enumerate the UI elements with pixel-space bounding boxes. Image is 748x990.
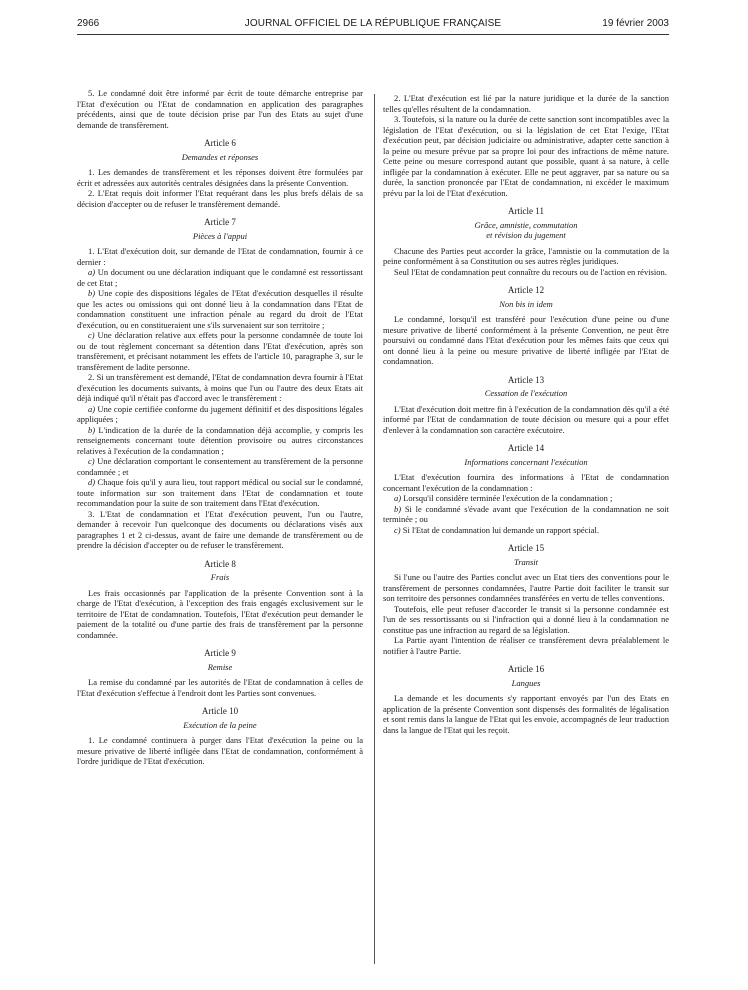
paragraph: La remise du condamné par les autorités de l'Etat de condamnation à celles de l'Etat d'exécution s'effectue à l'endroit dont les Parties sont convenues. [77, 677, 363, 698]
item-text: Une copie certifiée conforme du jugement définitif et des dispositions légales appliquées ; [77, 403, 363, 424]
paragraph: 2. Si un transfèrement est demandé, l'Etat de condamnation devra fournir à l'Etat d'exécution les documents suivants, à moins que l'un ou l'autre des deux Etats ait déjà indiqué qu'il n'était pas d'accord avec le transfèrement : [77, 372, 363, 403]
paragraph: Le condamné, lorsqu'il est transféré pour l'exécution d'une peine ou d'une mesure privative de liberté conformément à la présente Convention, ne peut être poursuivi ou condamné dans l'Etat d'exécution pour les mêmes faits que ceux qui ont donné lieu à la peine ou mesure privative de liberté infligée par l'Etat de condamnation. [383, 314, 669, 366]
paragraph: 2. L'Etat requis doit informer l'Etat requérant dans les plus brefs délais de sa décision d'accepter ou de refuser le transfèrement demandé. [77, 188, 363, 209]
article-6-title: Article 6 [204, 138, 236, 148]
article-7-title: Article 7 [204, 217, 236, 227]
article-16-title: Article 16 [507, 664, 545, 674]
item-text: Chaque fois qu'il y aura lieu, tout rapport médical ou social sur le condamné, toute information sur son traitement dans l'Etat de condamnation et toute recommandation pour la suite de son traitement dans l'Etat d'exécution. [77, 477, 363, 508]
article-14-title: Article 14 [507, 443, 545, 453]
article-12-subtitle: Non bis in idem [499, 298, 553, 309]
header-rule [77, 34, 669, 35]
article-9-title: Article 9 [204, 648, 236, 658]
paragraph: 5. Le condamné doit être informé par écrit de toute démarche entreprise par l'Etat d'exécution ou l'Etat de condamnation en application des paragraphes précédents, ainsi que de toute décision prise par l'un des Etats au sujet d'une demande de transfèrement. [77, 88, 363, 130]
article-14-subtitle: Informations concernant l'exécution [464, 456, 588, 467]
list-item [77, 456, 363, 477]
list-item [77, 425, 363, 457]
item-text: Si le condamné s'évade avant que l'exécution de la condamnation ne soit terminée ; ou [383, 503, 669, 524]
list-item [77, 330, 363, 372]
article-15-title: Article 15 [507, 543, 545, 553]
article-7-subtitle: Pièces à l'appui [192, 230, 248, 241]
paragraph: 1. Les demandes de transfèrement et les réponses doivent être formulées par écrit et adressées aux autorités centrales désignées dans la présente Convention. [77, 167, 363, 188]
article-11-title: Article 11 [508, 206, 544, 216]
item-label: b) [394, 503, 402, 514]
paragraph: Toutefois, elle peut refuser d'accorder le transit si la personne condamnée est l'un de ses ressortissants ou si l'infraction qui a donné lieu à la condamnation ne constitue pas une infraction au regard de sa législation. [383, 603, 669, 635]
paragraph: L'Etat d'exécution fournira des informations à l'Etat de condamnation concernant l'exécution de la condamnation : [383, 472, 669, 493]
item-text: Une déclaration relative aux effets pour la personne condamnée de toute loi ou de tout règlement concernant sa détention dans l'Etat d'exécution, après son transfèrement, et précisant notamment les effets de l'article 10, paragraphe 3, sur le transfèrement de ladite personne. [77, 330, 363, 372]
paragraph: Si l'une ou l'autre des Parties conclut avec un Etat tiers des conventions pour le transfèrement de personnes condamnées, l'autre Partie doit faciliter le transit sur son territoire des personnes condamnées transférées en vertu de telles conventions. [383, 572, 669, 603]
item-label: c) [88, 456, 95, 466]
list-item [383, 525, 669, 536]
paragraph: La Partie ayant l'intention de réaliser ce transfèrement devra préalablement le notifier à l'autre Partie. [383, 635, 669, 656]
paragraph: 2. L'Etat d'exécution est lié par la nature juridique et la durée de la sanction telles qu'elles résultent de la condamnation. [383, 93, 669, 114]
item-label: a) [88, 403, 96, 414]
column-separator [374, 94, 375, 964]
item-label: a) [88, 267, 96, 277]
paragraph: 1. Le condamné continuera à purger dans l'Etat d'exécution la peine ou la mesure privative de liberté infligée dans l'Etat de condamnation, conformément à l'ordre juridique de l'Etat d'exécution. [77, 735, 363, 766]
paragraph: 3. L'Etat de condamnation et l'Etat d'exécution peuvent, l'un ou l'autre, demander à recevoir l'un quelconque des documents ou déclarations visés aux paragraphes 1 et 2 ci-dessus, avant de faire une demande de transfèrement ou de prendre la décision d'accepter ou de refuser le transfèrement. [77, 508, 363, 550]
article-8-title: Article 8 [204, 558, 236, 569]
article-16-subtitle: Langues [511, 677, 541, 688]
article-11-subtitle-line1: Grâce, amnistie, commutation [474, 219, 578, 230]
article-9-subtitle: Remise [207, 661, 233, 672]
item-label: c) [394, 524, 401, 535]
paragraph: Seul l'Etat de condamnation peut connaître du recours ou de l'action en révision. [394, 266, 667, 277]
page-number: 2966 [77, 18, 100, 29]
item-text: Si l'Etat de condamnation lui demande un rapport spécial. [400, 524, 600, 535]
paragraph: La demande et les documents s'y rapportant envoyés par l'un des Etats en application de la présente Convention sont dispensés des formalités de légalisation et sont remis dans la langue de l'Etat qui les envoie, accompagnés de leur traduction dans la langue de l'Etat qui les reçoit. [383, 693, 669, 735]
item-label: a) [394, 493, 402, 503]
page-header [77, 18, 669, 34]
item-label: c) [88, 330, 95, 340]
paragraph: Chacune des Parties peut accorder la grâce, l'amnistie ou la commutation de la peine conformément à sa Constitution ou ses autres règles juridiques. [383, 245, 669, 266]
list-item [77, 267, 363, 288]
item-text: Un document ou une déclaration indiquant que le condamné est ressortissant de cet Etat ; [77, 267, 363, 288]
issue-date: 19 février 2003 [602, 18, 669, 29]
paragraph: L'Etat d'exécution doit mettre fin à l'exécution de la condamnation dès qu'il a été informé par l'Etat de condamnation de toute décision ou mesure qui a pour effet d'enlever à la condamnation son caractère exécutoire. [383, 403, 669, 435]
article-6-subtitle: Demandes et réponses [181, 151, 259, 162]
paragraph: 1. L'Etat d'exécution doit, sur demande de l'Etat de condamnation, fournir à ce dernier : [77, 246, 363, 267]
article-15-subtitle: Transit [513, 556, 539, 567]
item-text: L'indication de la durée de la condamnation déjà accomplie, y compris les renseignements concernant toute détention provisoire ou autres circonstances relatives à l'exécution de la condamnation ; [77, 424, 363, 456]
list-item [383, 493, 669, 504]
list-item [77, 477, 363, 509]
paragraph: Les frais occasionnés par l'application de la présente Convention sont à la charge de l'Etat d'exécution, à l'exception des frais engagés exclusivement sur le territoire de l'Etat de condamnation. Toutefois, l'Etat d'exécution peut demander le paiement de la totalité ou d'une partie des frais de transfèrement par la personne condamnée. [77, 587, 363, 640]
right-column [383, 93, 669, 735]
journal-title: JOURNAL OFFICIEL DE LA RÉPUBLIQUE FRANÇAISE [244, 18, 502, 29]
article-13-title: Article 13 [507, 374, 545, 385]
item-label: d) [88, 477, 96, 487]
article-8-subtitle: Frais [210, 572, 230, 582]
item-text: Une déclaration comportant le consentement au transfèrement de la personne condamnée ; et [77, 456, 363, 477]
article-13-subtitle: Cessation de l'exécution [484, 388, 568, 398]
article-11-subtitle-line2: et révision du jugement [486, 230, 566, 240]
article-10-title: Article 10 [201, 706, 239, 716]
list-item [77, 404, 363, 425]
item-text: Lorsqu'il considère terminée l'exécution de la condamnation ; [401, 493, 613, 503]
item-text: Une copie des dispositions légales de l'Etat d'exécution desquelles il résulte que les actes ou omissions qui ont donné lieu à la condamnation dans l'Etat de condamnation constituent une infraction pénale au regard du droit de l'Etat d'exécution, ou en constitueraient une s'ils survenaient sur son territoire ; [77, 288, 363, 330]
item-label: b) [88, 424, 96, 435]
article-12-title: Article 12 [507, 285, 545, 295]
article-10-subtitle: Exécution de la peine [183, 719, 257, 730]
paragraph: 3. Toutefois, si la nature ou la durée de cette sanction sont incompatibles avec la législation de l'Etat d'exécution, ou si la législation de cet Etat l'exige, l'Etat d'exécution peut, par décision judiciaire ou administrative, adapter cette sanction à la peine ou mesure prévue par sa propre loi pour des infractions de même nature. Cette peine ou mesure correspond autant que possible, quant à sa nature, à celle infligée par la condamnation à exécuter. Elle ne peut aggraver, par sa nature ou sa durée, la sanction prononcée par l'Etat de condamnation, ni excéder le maximum prévu par la loi de l'Etat d'exécution. [383, 114, 669, 198]
left-column [77, 88, 363, 767]
list-item [77, 288, 363, 330]
list-item [383, 504, 669, 525]
item-label: b) [88, 288, 96, 298]
